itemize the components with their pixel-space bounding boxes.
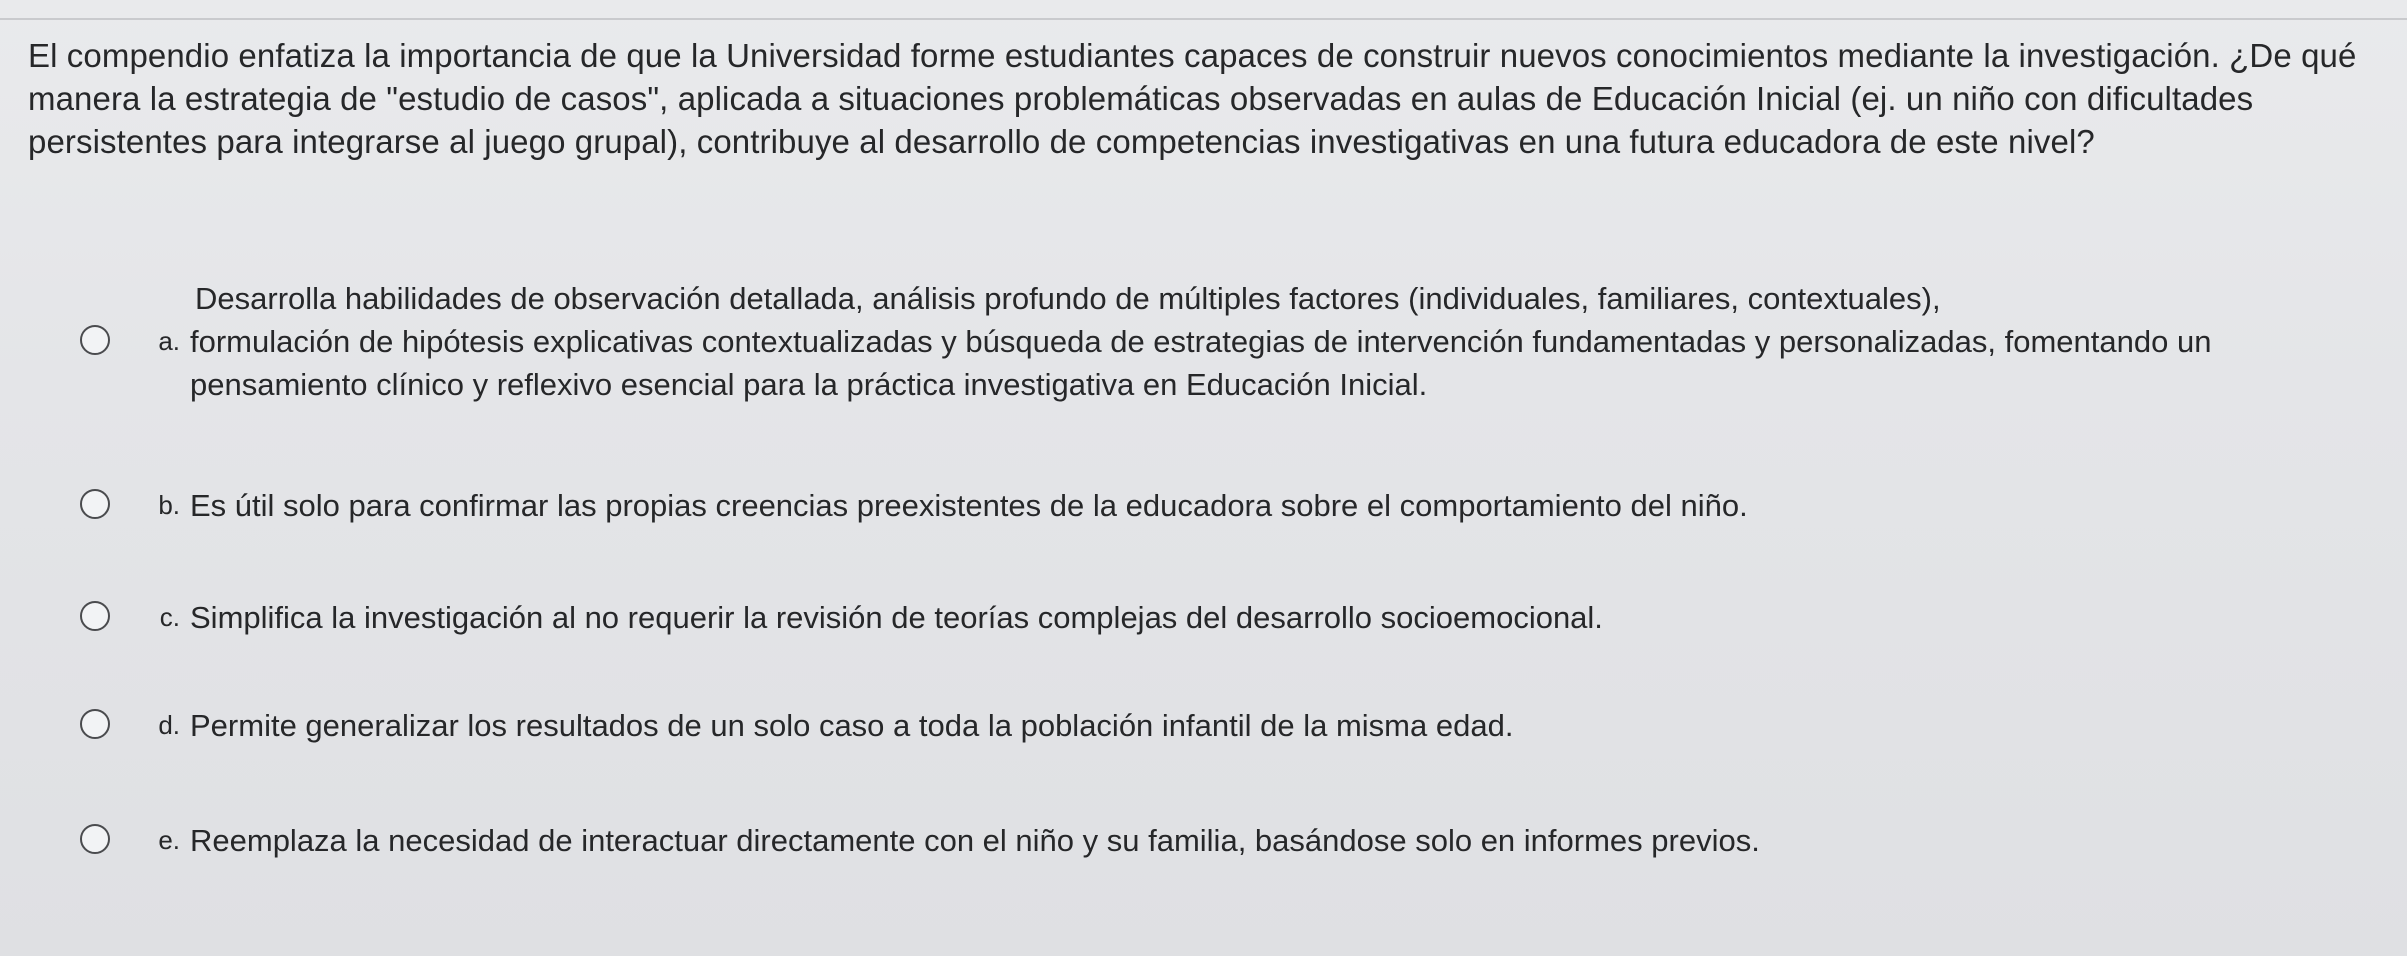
option-b-text: Es útil solo para confirmar las propias creencias preexistentes de la educadora sobre el comportamiento del niño. <box>190 488 1748 523</box>
option-d-radio[interactable] <box>80 709 110 739</box>
option-e-letter: e. <box>158 825 180 855</box>
option-e[interactable] <box>80 819 2380 862</box>
option-b-radio[interactable] <box>80 489 110 519</box>
option-c-radio[interactable] <box>80 601 110 631</box>
option-b[interactable] <box>80 484 2380 527</box>
option-a-letter: a. <box>158 326 180 356</box>
option-b-letter: b. <box>158 490 180 520</box>
option-c-text: Simplifica la investigación al no requerir la revisión de teorías complejas del desarrollo socioemocional. <box>190 600 1603 635</box>
option-a-radio[interactable] <box>80 325 110 355</box>
question-text: El compendio enfatiza la importancia de que la Universidad forme estudiantes capaces de construir nuevos conocimientos mediante la investigación. ¿De qué manera la estrategia de "estudio de casos", aplicada a situaciones problemáticas observadas en aulas de Educación Inicial (ej. un niño con dificultades persistentes para integrarse al juego grupal), contribuye al desarrollo de competencias investigativas en una futura educadora de este nivel? <box>28 37 2357 160</box>
option-e-radio[interactable] <box>80 824 110 854</box>
option-c[interactable] <box>80 596 2380 639</box>
option-a-label <box>190 281 2380 406</box>
option-c-letter: c. <box>159 602 180 632</box>
option-d-letter: d. <box>158 710 180 740</box>
option-d[interactable] <box>80 704 2380 747</box>
option-a-text: formulación de hipótesis explicativas contextualizadas y búsqueda de estrategias de intervención fundamentadas y personalizadas, fomentando un pensamiento clínico y reflexivo esencial para la práctica investigativa en Educación Inicial. <box>190 324 2212 402</box>
option-d-text: Permite generalizar los resultados de un solo caso a toda la población infantil de la misma edad. <box>190 708 1514 743</box>
option-a-lead-text: Desarrolla habilidades de observación detallada, análisis profundo de múltiples factores (individuales, familiares, contextuales), <box>195 281 1941 316</box>
option-a[interactable] <box>80 281 2380 406</box>
option-e-text: Reemplaza la necesidad de interactuar directamente con el niño y su familia, basándose solo en informes previos. <box>190 823 1760 858</box>
